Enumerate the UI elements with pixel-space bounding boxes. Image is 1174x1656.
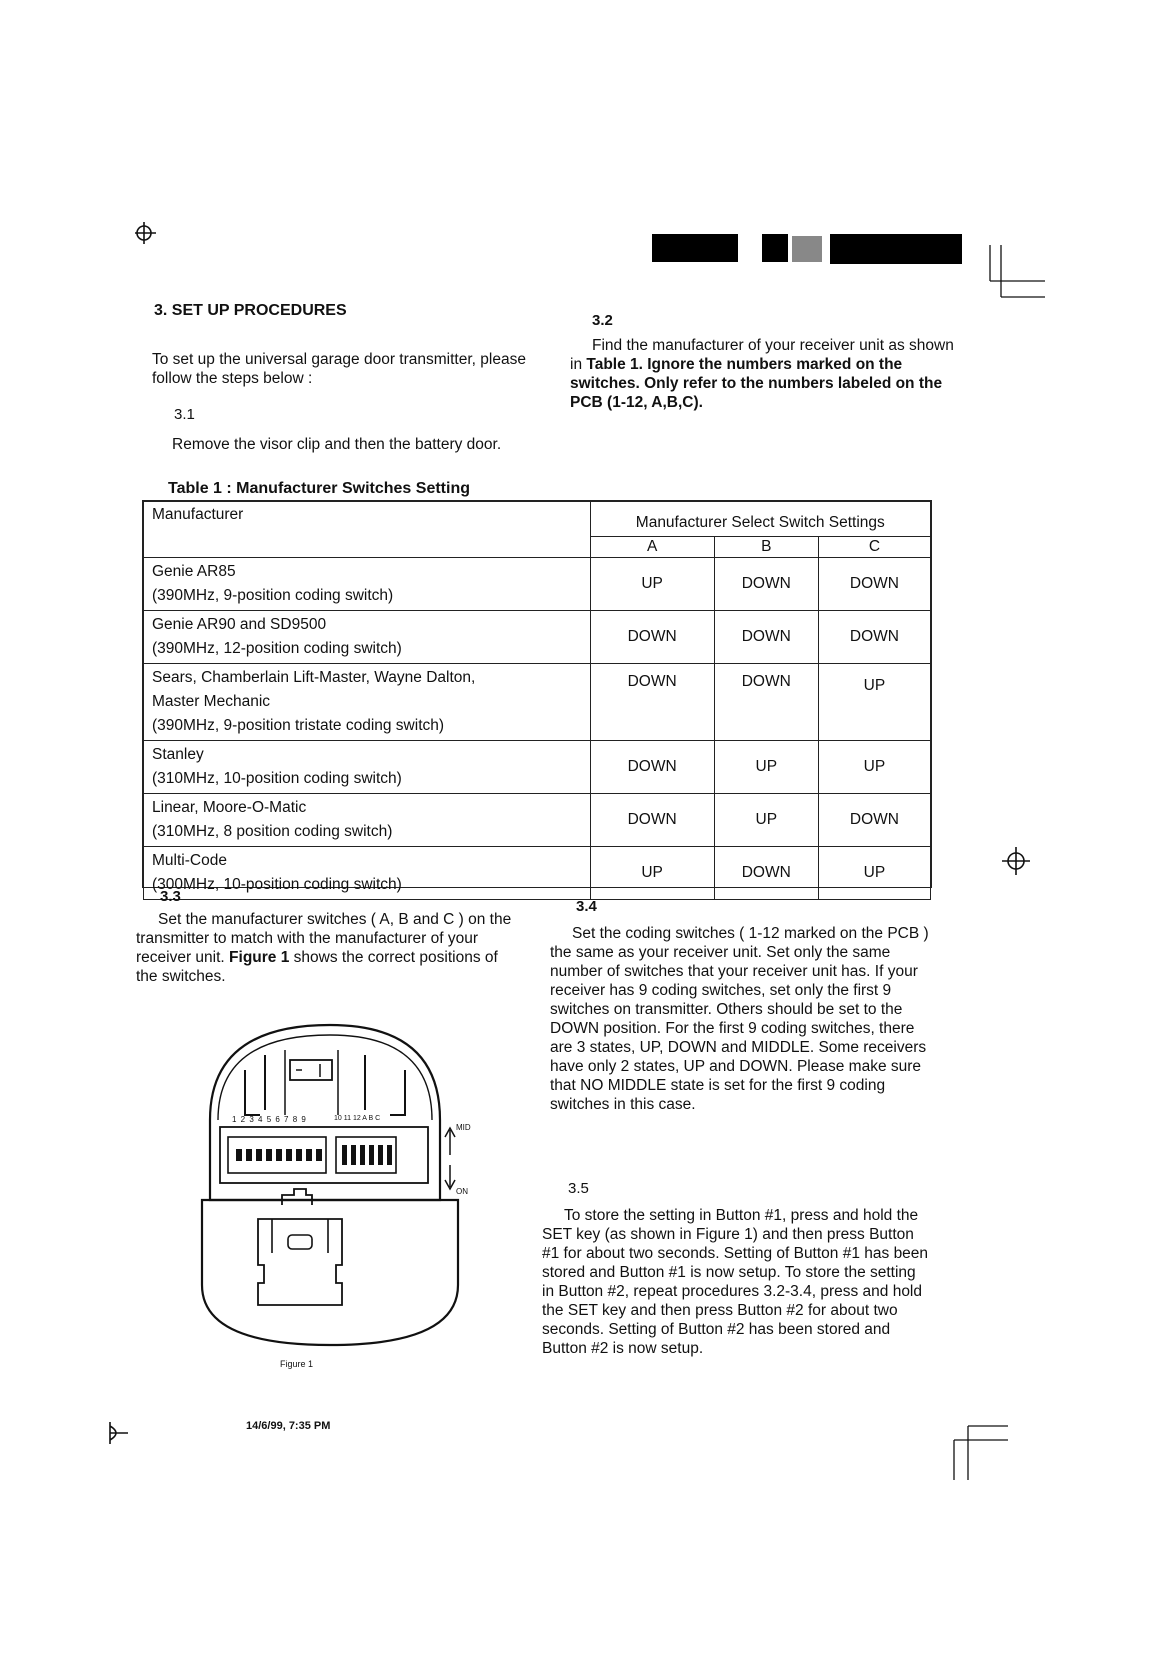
switch-b-value: DOWN <box>714 558 818 611</box>
manufacturer-name: Genie AR85 <box>152 563 236 580</box>
figure-1 <box>190 1015 480 1375</box>
manufacturer-name: Linear, Moore-O-Matic <box>152 799 307 816</box>
figure-caption: Figure 1 <box>280 1359 314 1369</box>
table-row <box>144 558 931 611</box>
table-row <box>144 847 931 900</box>
registration-mark-icon <box>132 220 158 246</box>
switch-b-value: DOWN <box>714 664 818 741</box>
switch-a-value: UP <box>590 847 714 900</box>
transmitter-diagram <box>190 1015 480 1355</box>
manufacturer-name: Genie AR90 and SD9500 <box>152 616 327 633</box>
print-timestamp: 14/6/99, 7:35 PM <box>246 1420 331 1432</box>
switch-c-value: UP <box>818 664 930 741</box>
switch-a-value: DOWN <box>590 664 714 741</box>
step-3-5-number: 3.5 <box>568 1180 589 1197</box>
table-row <box>144 794 931 847</box>
manufacturer-detail: (390MHz, 9-position coding switch) <box>152 587 394 604</box>
step-3-1-number: 3.1 <box>174 406 195 423</box>
manufacturer-detail: (390MHz, 9-position tristate coding switch) <box>152 717 445 734</box>
manufacturer-detail: (310MHz, 10-position coding switch) <box>152 770 402 787</box>
step-3-2-text: Find the manufacturer of your receiver unit as shown in Table 1. Ignore the numbers marked on the switches. Only refer to the numbers labeled on the PCB (1-12, A,B,C). <box>570 337 954 411</box>
header-switch-settings: Manufacturer Select Switch Settings <box>590 502 930 537</box>
step-3-1-text: Remove the visor clip and then the battery door. <box>172 436 502 453</box>
switch-b-value: DOWN <box>714 847 818 900</box>
header-manufacturer: Manufacturer <box>144 502 591 558</box>
section-heading: 3. SET UP PROCEDURES <box>154 302 347 319</box>
arrow-down-label: ON <box>456 1187 468 1196</box>
step-3-4-number: 3.4 <box>576 898 597 915</box>
color-bar-mark <box>652 232 962 266</box>
switch-c-value: DOWN <box>818 611 930 664</box>
manufacturer-switch-table <box>142 500 932 893</box>
arrow-up-label: MID <box>456 1123 471 1132</box>
crop-mark-icon <box>985 245 1045 305</box>
switch-a-value: DOWN <box>590 611 714 664</box>
manufacturer-name: Sears, Chamberlain Lift-Master, Wayne Dalton, <box>152 669 476 686</box>
manufacturer-name: Stanley <box>152 746 204 763</box>
switch-b-value: UP <box>714 741 818 794</box>
table-row <box>144 611 931 664</box>
switch-b-value: UP <box>714 794 818 847</box>
step-3-4-text: Set the coding switches ( 1-12 marked on the PCB ) the same as your receiver unit. Set only the same number of switches that your receiver unit has. If your receiver has 9 coding switches, set only the first 9 switches on transmitter. Others should be set to the DOWN position. For the first 9 coding switches, there are 3 states, UP, DOWN and MIDDLE. Some receivers have only 2 states, UP and DOWN. Please make sure that NO MIDDLE state is set for the first 9 coding switches in this case. <box>550 925 929 1113</box>
switch-b-value: DOWN <box>714 611 818 664</box>
crop-mark-icon <box>950 1420 1010 1480</box>
table-row <box>144 664 931 741</box>
manufacturer-detail: (300MHz, 10-position coding switch) <box>152 876 402 893</box>
step-3-5-text: To store the setting in Button #1, press and hold the SET key (as shown in Figure 1) and then press Button #1 for about two seconds. Setting of Button #1 has been stored and Button #1 is now setup. To store the setting in Button #2, repeat procedures 3.2-3.4, press and hold the SET key and then press Button #2 for about two seconds. Setting of Button #2 has been stored and Button #2 is now setup. <box>542 1207 929 1357</box>
table-header-row <box>144 502 931 537</box>
manufacturer-name-line2: Master Mechanic <box>152 693 271 710</box>
header-switch-b: B <box>714 537 818 558</box>
step-3-3-number: 3.3 <box>160 888 181 905</box>
switch-a-value: UP <box>590 558 714 611</box>
switch-a-value: DOWN <box>590 794 714 847</box>
pcb-label-coding: 1 2 3 4 5 6 7 8 9 <box>232 1115 307 1124</box>
switch-c-value: DOWN <box>818 794 930 847</box>
step-3-2-number: 3.2 <box>592 312 613 329</box>
switch-a-value: DOWN <box>590 741 714 794</box>
header-switch-a: A <box>590 537 714 558</box>
switch-c-value: UP <box>818 847 930 900</box>
step-3-3-text: Set the manufacturer switches ( A, B and C ) on the transmitter to match with the manufacturer of your receiver unit. Figure 1 shows the correct positions of the switches. <box>136 911 512 985</box>
manufacturer-detail: (390MHz, 12-position coding switch) <box>152 640 402 657</box>
table-caption: Table 1 : Manufacturer Switches Setting <box>168 480 470 497</box>
header-switch-c: C <box>818 537 930 558</box>
switch-c-value: UP <box>818 741 930 794</box>
pcb-label-manufacturer: 10 11 12 A B C <box>334 1115 381 1122</box>
registration-mark-icon <box>106 1420 132 1446</box>
manufacturer-name: Multi-Code <box>152 852 227 869</box>
registration-mark-icon <box>1000 845 1032 877</box>
section-intro: To set up the universal garage door transmitter, please follow the steps below : <box>152 351 526 387</box>
table-row <box>144 741 931 794</box>
switch-c-value: DOWN <box>818 558 930 611</box>
manufacturer-detail: (310MHz, 8 position coding switch) <box>152 823 393 840</box>
